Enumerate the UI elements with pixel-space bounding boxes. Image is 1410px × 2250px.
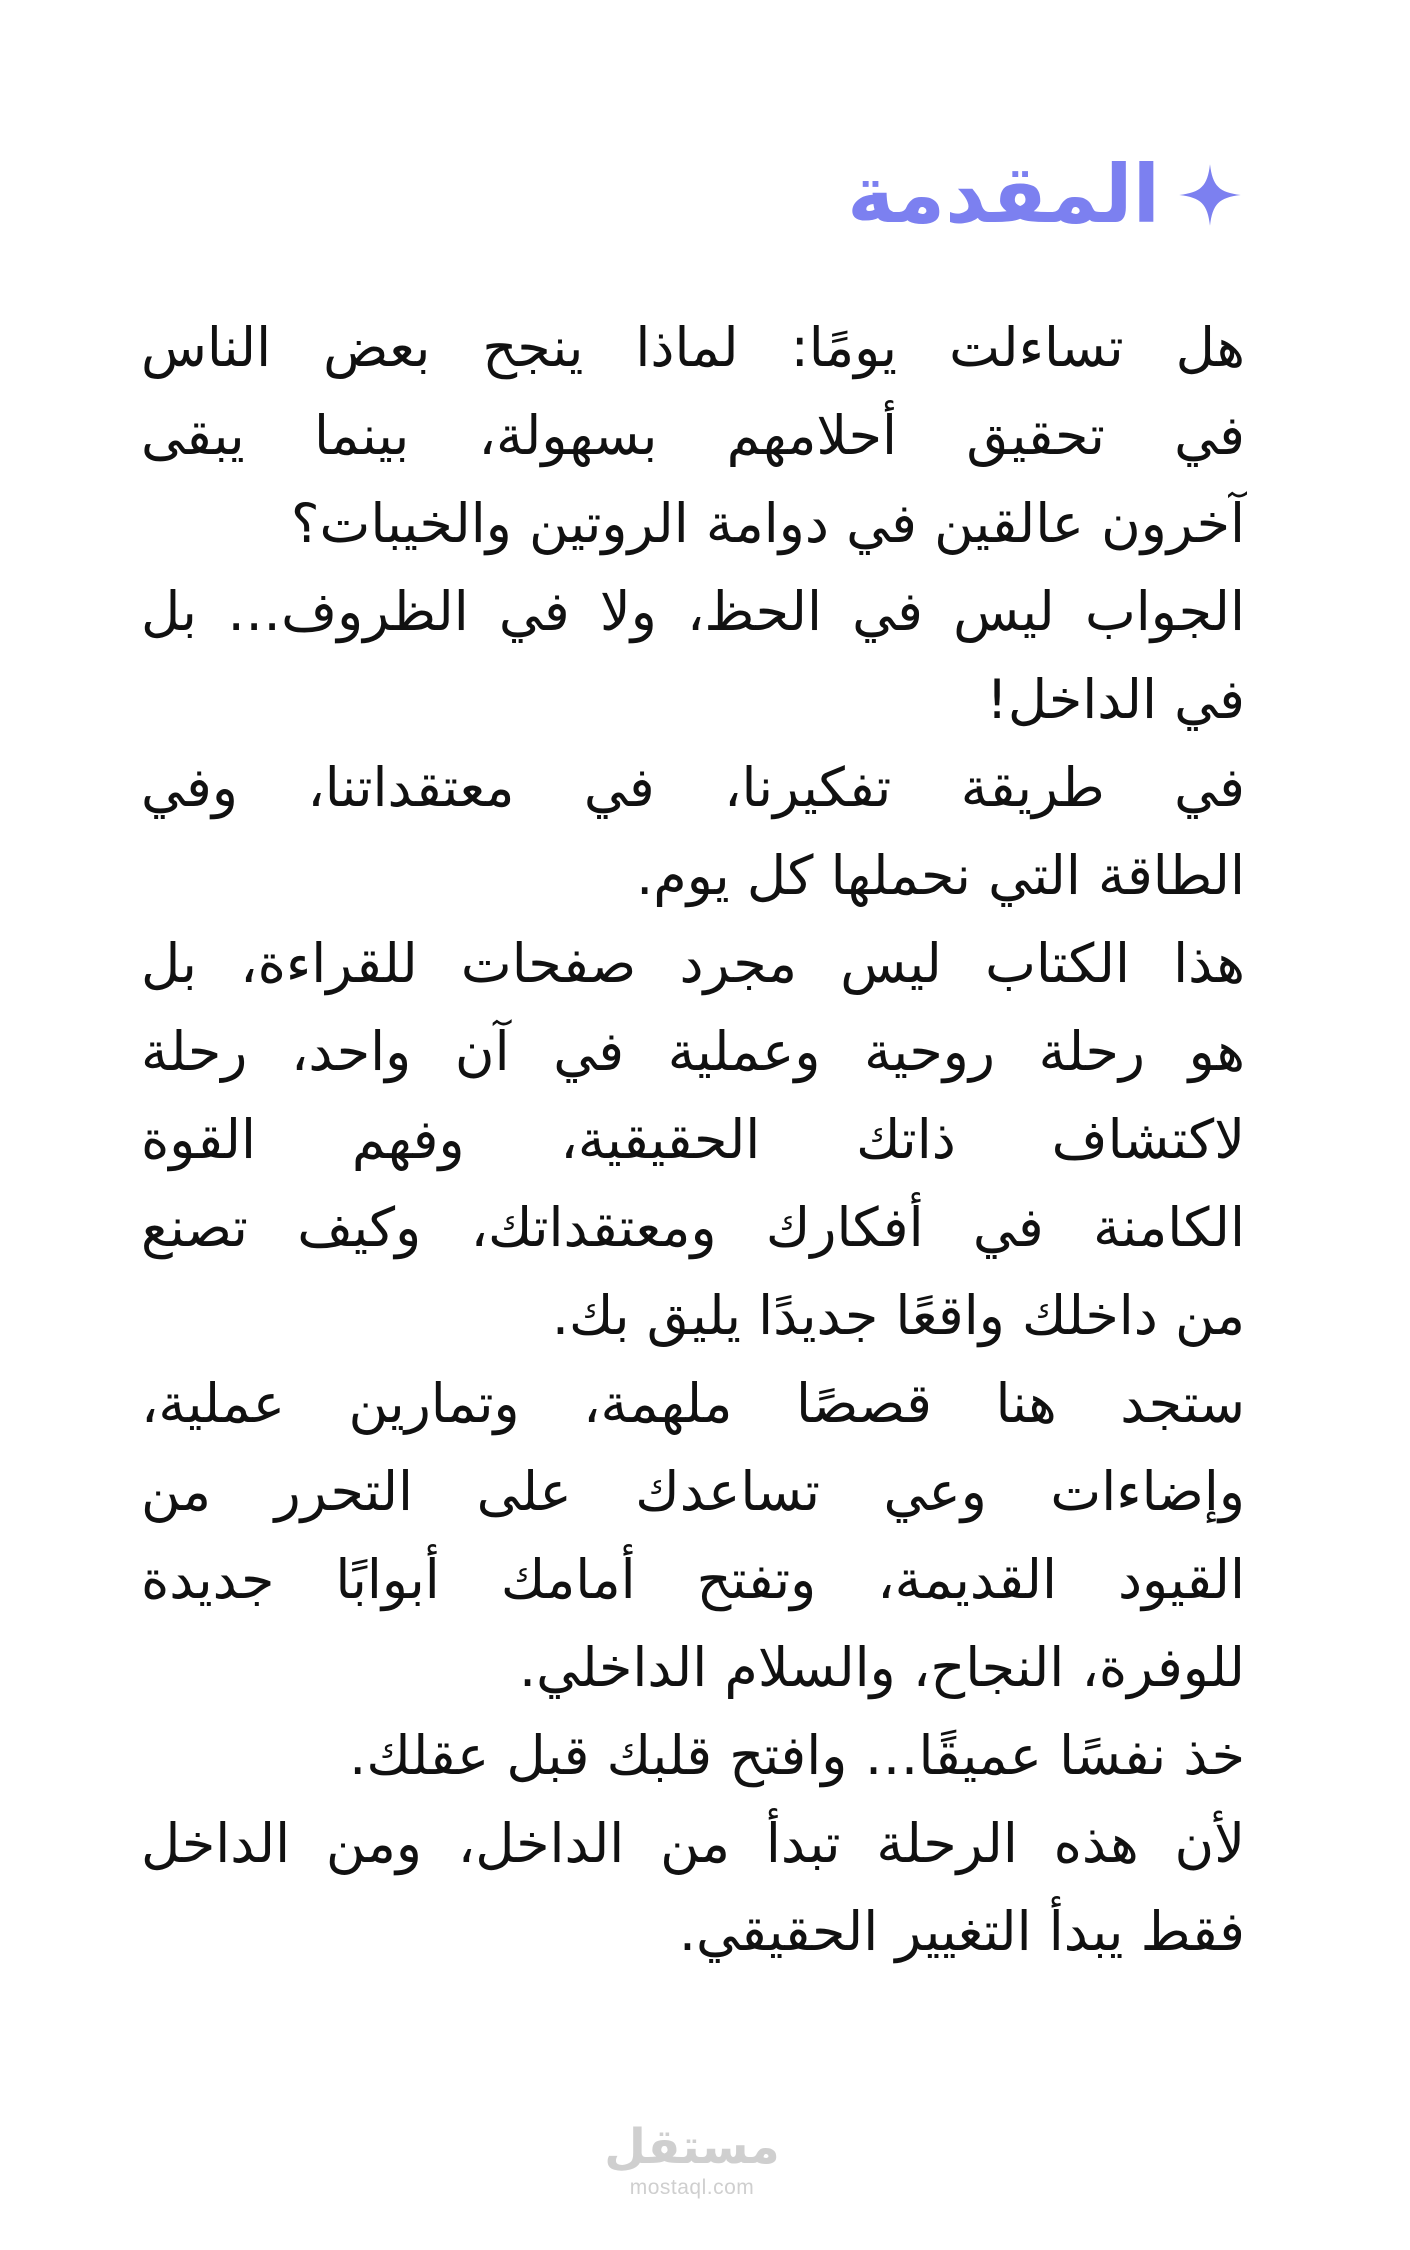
- text-line: القيود القديمة، وتفتح أمامك أبوابًا جديدة: [141, 1548, 1245, 1611]
- text-line: في طريقة تفكيرنا، في معتقداتنا، وفي: [141, 756, 1245, 819]
- paragraph: [141, 1800, 1245, 1976]
- text-line: ستجد هنا قصصًا ملهمة، وتمارين عملية،: [141, 1372, 1245, 1435]
- section-title-text: المقدمة: [847, 148, 1160, 241]
- mostaql-watermark: [592, 2118, 792, 2200]
- paragraph: [141, 304, 1245, 568]
- paragraph: [141, 920, 1245, 1360]
- text-line: الجواب ليس في الحظ، ولا في الظروف… بل: [141, 580, 1245, 643]
- text-line: لاكتشاف ذاتك الحقيقية، وفهم القوة: [141, 1108, 1245, 1171]
- text-line: لأن هذه الرحلة تبدأ من الداخل، ومن الداخل: [141, 1812, 1245, 1875]
- text-line: في تحقيق أحلامهم بسهولة، بينما يبقى: [141, 404, 1245, 467]
- paragraph: [141, 568, 1245, 744]
- sparkle-icon: [1178, 163, 1242, 227]
- text-line: آخرون عالقين في دوامة الروتين والخيبات؟: [290, 492, 1245, 555]
- text-line: للوفرة، النجاح، والسلام الداخلي.: [519, 1636, 1245, 1699]
- text-line: هذا الكتاب ليس مجرد صفحات للقراءة، بل: [141, 932, 1245, 995]
- text-line: هو رحلة روحية وعملية في آن واحد، رحلة: [141, 1020, 1245, 1083]
- paragraph: [141, 744, 1245, 920]
- text-line: من داخلك واقعًا جديدًا يليق بك.: [551, 1284, 1245, 1347]
- paragraph: [141, 1360, 1245, 1712]
- watermark-url: mostaql.com: [629, 2176, 755, 2199]
- text-line: في الداخل!: [986, 668, 1245, 731]
- text-line: خذ نفسًا عميقًا… وافتح قلبك قبل عقلك.: [349, 1724, 1245, 1787]
- text-line: فقط يبدأ التغيير الحقيقي.: [678, 1900, 1245, 1963]
- paragraph: [141, 1712, 1245, 1800]
- section-title: [847, 140, 1242, 250]
- text-line: هل تساءلت يومًا: لماذا ينجح بعض الناس: [141, 316, 1245, 379]
- intro-text: [141, 304, 1245, 1976]
- text-line: وإضاءات وعي تساعدك على التحرر من: [141, 1460, 1245, 1523]
- mostaql-logo: مستقل: [604, 2119, 780, 2175]
- text-line: الطاقة التي نحملها كل يوم.: [636, 844, 1245, 907]
- text-line: الكامنة في أفكارك ومعتقداتك، وكيف تصنع: [141, 1196, 1245, 1259]
